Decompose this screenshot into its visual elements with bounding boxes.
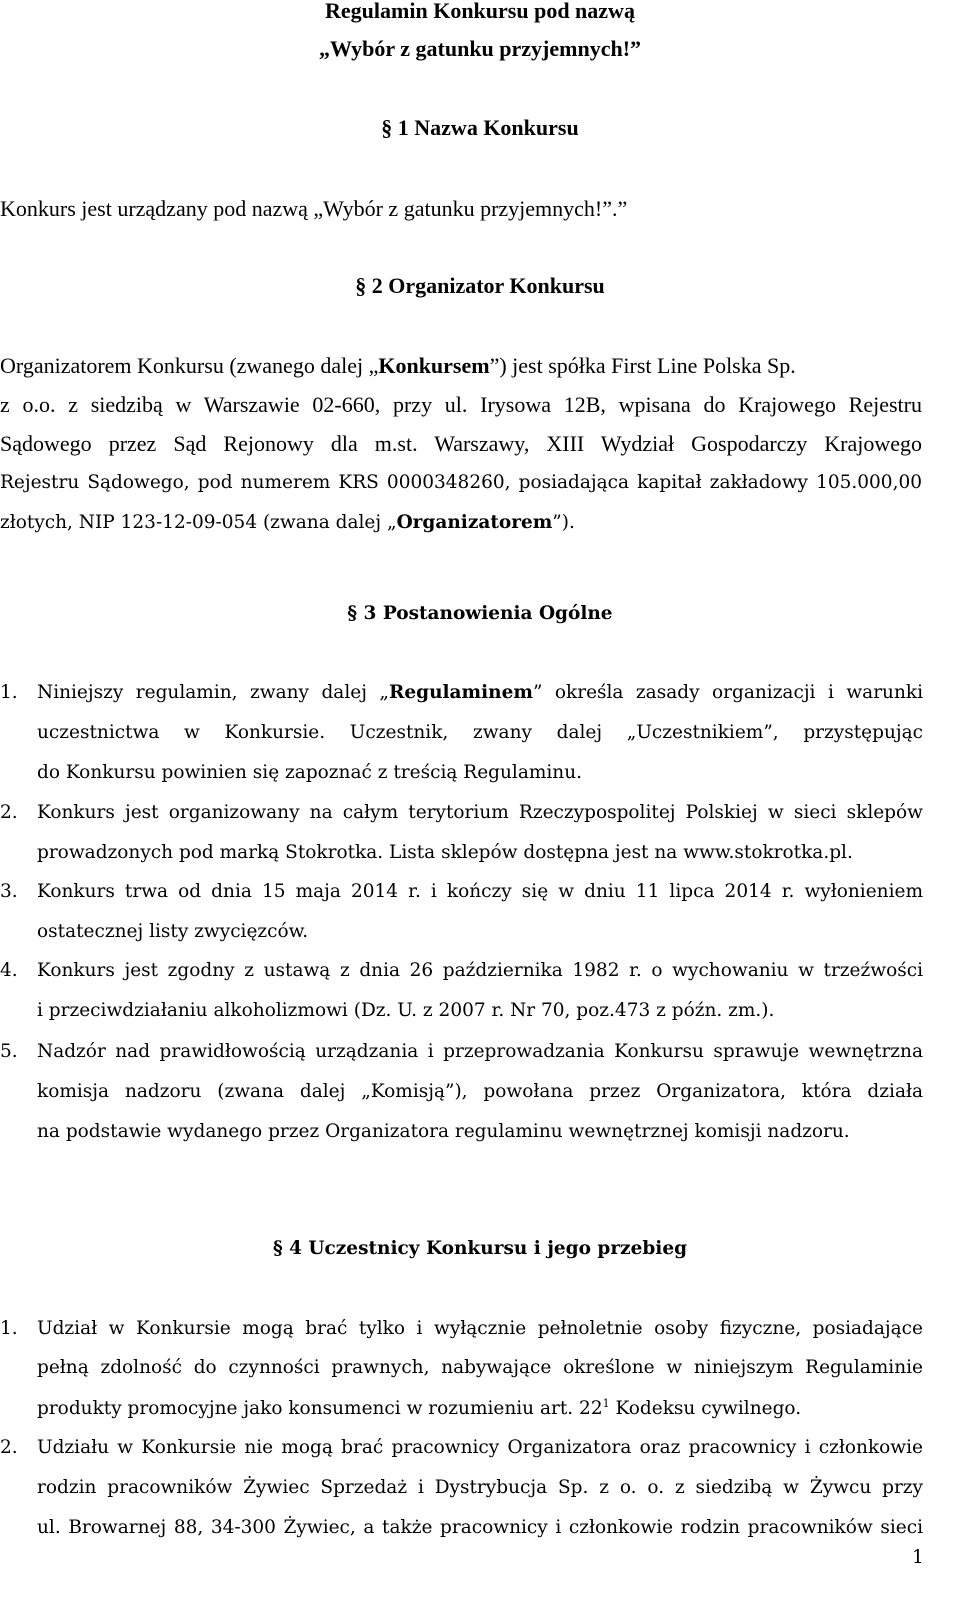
text-segment: Organizatorem Konkursu (zwanego dalej „Konkursem”) jest spółka First Line Polska Sp. (0, 353, 796, 378)
doc-title-line1: Regulamin Konkursu pod nazwą (325, 0, 635, 23)
superscript: 1 (602, 1397, 610, 1410)
list-number: 1. (0, 1318, 18, 1339)
list-item-line: Nadzór nad prawidłowością urządzania i przeprowadzania Konkursu sprawuje wewnętrzna (37, 1041, 923, 1062)
list-number: 5. (0, 1041, 18, 1062)
section2-line5: złotych, NIP 123-12-09-054 (zwana dalej „Organizatorem”). (0, 512, 575, 533)
section1-text: Konkurs jest urządzany pod nazwą „Wybór z gatunku przyjemnych!”.” (0, 196, 628, 221)
list-number: 3. (0, 881, 18, 902)
list-item-line: Konkurs jest zgodny z ustawą z dnia 26 października 1982 r. o wychowaniu w trzeźwości (37, 960, 923, 981)
list-number: 2. (0, 1437, 18, 1458)
list-number: 1. (0, 682, 18, 703)
list-number: 4. (0, 960, 18, 981)
list-item-line: Udział w Konkursie mogą brać tylko i wyłącznie pełnoletnie osoby fizyczne, posiadające (37, 1318, 923, 1339)
list-item-line: prowadzonych pod marką Stokrotka. Lista sklepów dostępna jest na www.stokrotka.pl. (37, 842, 853, 863)
section-heading-1: § 1 Nazwa Konkursu (381, 115, 579, 140)
list-item-line: do Konkursu powinien się zapoznać z treścią Regulaminu. (37, 762, 583, 783)
section-heading-2: § 2 Organizator Konkursu (355, 273, 605, 298)
section-heading-4: § 4 Uczestnicy Konkursu i jego przebieg (272, 1238, 688, 1259)
defined-term: Konkursem (378, 353, 490, 378)
list-item-line: i przeciwdziałaniu alkoholizmowi (Dz. U. z 2007 r. Nr 70, poz.473 z późn. zm.). (37, 1000, 775, 1021)
list-item-line: rodzin pracowników Żywiec Sprzedaż i Dystrybucja Sp. z o. o. z siedzibą w Żywcu przy (37, 1477, 923, 1498)
doc-title-line2: „Wybór z gatunku przyjemnych!” (318, 36, 642, 61)
list-number: 2. (0, 802, 18, 823)
list-item-line: ostatecznej listy zwycięzców. (37, 921, 309, 942)
section2-line1 (0, 353, 922, 379)
list-item-line: komisja nadzoru (zwana dalej „Komisją”), powołana przez Organizatora, która działa (37, 1081, 923, 1102)
page-number: 1 (912, 1547, 924, 1568)
list-item-line: produkty promocyjne jako konsumenci w rozumieniu art. $22^1$ Kodeksu cywilnego. (37, 1397, 802, 1420)
section-heading-3: § 3 Postanowienia Ogólne (347, 603, 613, 624)
list-item-line: Niniejszy regulamin, zwany dalej „Regulaminem” określa zasady organizacji i warunki (37, 682, 924, 703)
list-item-line: na podstawie wydanego przez Organizatora regulaminu wewnętrznej komisji nadzoru. (37, 1121, 850, 1142)
list-item-line: Udziału w Konkursie nie mogą brać pracownicy Organizatora oraz pracownicy i członkowie (37, 1437, 923, 1458)
list-item-line: Konkurs jest organizowany na całym terytorium Rzeczypospolitej Polskiej w sieci sklepów (37, 802, 923, 823)
defined-term: Organizatorem (396, 512, 553, 533)
list-item-line: pełną zdolność do czynności prawnych, nabywające określone w niniejszym Regulaminie (37, 1357, 923, 1378)
section2-line2: z o.o. z siedzibą w Warszawie 02-660, przy ul. Irysowa 12B, wpisana do Krajowego Rejestru (0, 392, 922, 417)
list-item-line: Konkurs trwa od dnia 15 maja 2014 r. i kończy się w dniu 11 lipca 2014 r. wyłonieniem (37, 881, 923, 902)
list-item-line: ul. Browarnej 88, 34-300 Żywiec, a także pracownicy i członkowie rodzin pracowników sieci (37, 1517, 923, 1538)
list-item-line: uczestnictwa w Konkursie. Uczestnik, zwany dalej „Uczestnikiem”, przystępując (37, 722, 923, 743)
section2-line3: Sądowego przez Sąd Rejonowy dla m.st. Warszawy, XIII Wydział Gospodarczy Krajowego (0, 431, 922, 456)
defined-term: Regulaminem (389, 682, 533, 703)
section2-line4: Rejestru Sądowego, pod numerem KRS 0000348260, posiadająca kapitał zakładowy 105.000,00 (0, 472, 922, 493)
